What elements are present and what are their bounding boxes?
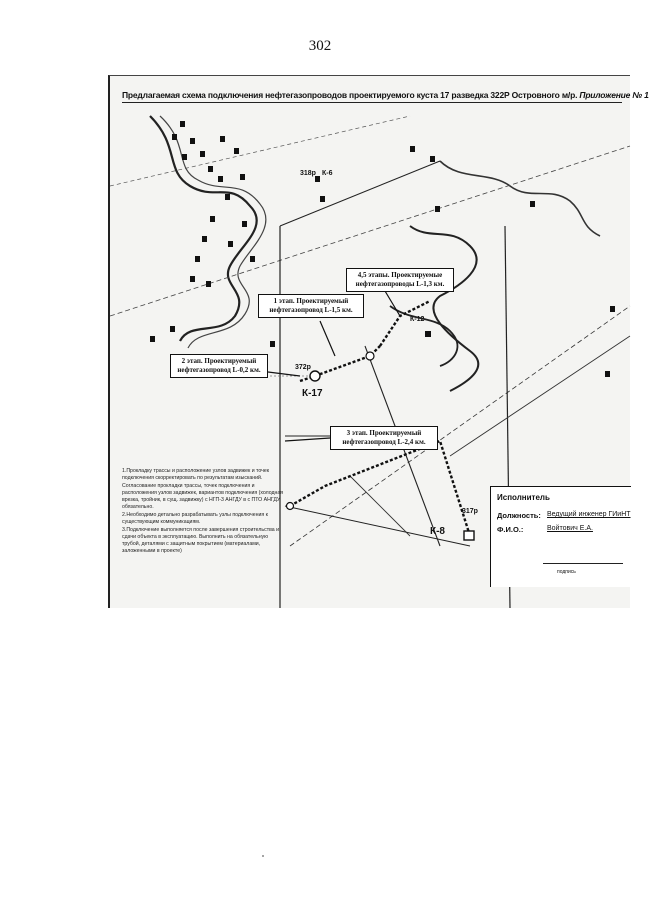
well-pads [150, 121, 615, 377]
executor-position-label: Должность: [497, 511, 541, 520]
page-number: 302 [308, 38, 332, 54]
label-317r: 317р [462, 508, 478, 515]
executor-position-value: Ведущий инженер ГИиНТ [547, 511, 631, 518]
map-title [122, 90, 649, 103]
leader-stage3 [285, 438, 330, 441]
callout-stage3: 3 этап. Проектируемый нефтегазопровод L-2,4 км. [330, 426, 438, 450]
leader-stage45 [385, 291, 400, 316]
signature-line [543, 563, 623, 564]
label-318r: 318р [300, 170, 316, 177]
note-1: 1.Прокладку трассы и расположение узлов задвижек и точек подключения скорректировать по результатам изысканий. [122, 468, 269, 481]
label-k17: К-17 [302, 388, 323, 399]
river-east [410, 226, 478, 391]
label-372r: 372р [295, 364, 311, 371]
note-2: Согласование прокладки трассы, точек подключения и расположения узлов задвижек, вариантов подключения (холодная врезка, тройник, в сущ. задвижку) с НГП-3 АНГДУ в с ПТО АНГДУ обязательно. [122, 483, 284, 510]
pipeline-stage45 [380, 301, 430, 346]
executor-name-label: Ф.И.О.: [497, 525, 524, 534]
notes-block [122, 468, 287, 556]
note-4: 3.Подключение выполняется после завершения строительства и сдачи объекта в эксплуатацию. Выполнить на обязательную трубой, деталями с защитным покрытием (материалами, заложенными в проекте) [122, 527, 280, 554]
callout-stage2: 2 этап. Проектируемый нефтегазопровод L-0,2 км. [170, 354, 268, 378]
well-node [366, 352, 374, 360]
map-frame [108, 75, 649, 608]
map-title-text: Предлагаемая схема подключения нефтегазопроводов проектируемого куста 17 разведка 322Р Островного м/р. [122, 90, 578, 100]
label-k8: К-8 [430, 526, 445, 537]
executor-name-value: Войтович Е.А. [547, 525, 593, 532]
note-3: 2.Необходимо детально разрабатывать узлы подключения к существующим коммуникациям. [122, 512, 268, 525]
river-top [440, 161, 600, 236]
river-bank [160, 116, 266, 348]
well-k8 [464, 531, 474, 540]
well-node [287, 503, 294, 510]
signature-label: подпись [557, 569, 576, 575]
river [150, 116, 257, 341]
callout-stage45: 4,5 этапы. Проектируемые нефтегазопроводы L-1,3 км. [346, 268, 454, 292]
executor-heading: Исполнитель [497, 493, 550, 502]
road [450, 336, 630, 456]
leader-stage1 [320, 321, 335, 356]
label-k6: К-6 [322, 170, 333, 177]
pipeline-stage3 [290, 441, 470, 536]
boundary-line [110, 116, 410, 186]
executor-box [490, 486, 631, 587]
callout-stage1: 1 этап. Проектируемый нефтегазопровод L-1,5 км. [258, 294, 364, 318]
map-appendix: Приложение № 1 [579, 90, 649, 100]
well-k17 [310, 371, 320, 381]
scan-speck [262, 855, 264, 857]
label-k12: К-12 [410, 316, 425, 323]
